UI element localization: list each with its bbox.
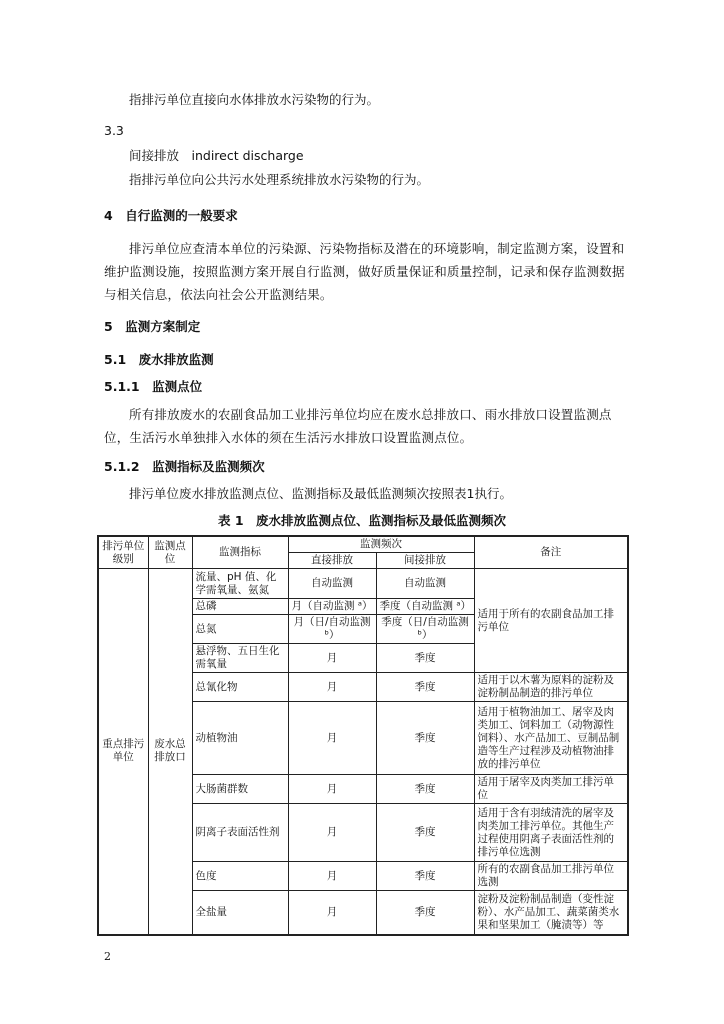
cell-level: 重点排污单位 xyxy=(98,569,148,935)
header-indirect: 间接排放 xyxy=(376,553,474,569)
section-3-3-number: 3.3 xyxy=(104,123,124,138)
cell-direct: 月 xyxy=(288,775,376,804)
cell-point: 废水总排放口 xyxy=(148,569,192,935)
cell-indirect: 自动监测 xyxy=(376,569,474,599)
header-level: 排污单位级别 xyxy=(98,536,148,569)
section-4-heading: 4 自行监测的一般要求 xyxy=(104,208,238,223)
section-5-1-2-heading: 5.1.2 监测指标及监测频次 xyxy=(104,459,265,474)
cell-indirect: 季度 xyxy=(376,775,474,804)
cell-note: 所有的农副食品加工排污单位选测 xyxy=(474,862,628,891)
cell-direct: 月 xyxy=(288,702,376,775)
cell-indirect: 季度（自动监测 ᵃ） xyxy=(376,599,474,615)
definition-direct-discharge: 指排污单位直接向水体排放水污染物的行为。 xyxy=(129,92,380,107)
cell-indirect: 季度 xyxy=(376,673,474,702)
header-note: 备注 xyxy=(474,536,628,569)
table-row xyxy=(98,569,628,599)
header-frequency: 监测频次 xyxy=(288,536,474,553)
cell-indicator: 总磷 xyxy=(192,599,288,615)
cell-indicator: 色度 xyxy=(192,862,288,891)
cell-note: 适用于以木薯为原料的淀粉及淀粉制品制造的排污单位 xyxy=(474,673,628,702)
cell-indirect: 季度 xyxy=(376,644,474,673)
table-title: 表 1 废水排放监测点位、监测指标及最低监测频次 xyxy=(218,513,507,528)
section-5-1-1-paragraph: 所有排放废水的农副食品加工业排污单位均应在废水总排放口、雨水排放口设置监测点位，生活污水单独排入水体的须在生活污水排放口设置监测点位。 xyxy=(104,407,612,445)
cell-note: 适用于植物油加工、屠宰及肉类加工、饲料加工（动物源性饲料）、水产品加工、豆制品制造等生产过程涉及动植物油排放的排污单位 xyxy=(474,702,628,775)
cell-indicator: 动植物油 xyxy=(192,702,288,775)
definition-indirect-discharge: 指排污单位向公共污水处理系统排放水污染物的行为。 xyxy=(129,172,430,187)
cell-indirect: 季度 xyxy=(376,702,474,775)
cell-indirect: 季度 xyxy=(376,804,474,862)
section-4-paragraph: 排污单位应查清本单位的污染源、污染物指标及潜在的环境影响，制定监测方案，设置和维护监测设施，按照监测方案开展自行监测，做好质量保证和质量控制，记录和保存监测数据与相关信息，依法向社会公开监测结果。 xyxy=(104,241,625,302)
header-direct: 直接排放 xyxy=(288,553,376,569)
cell-note: 适用于含有羽绒清洗的屠宰及肉类加工排污单位。其他生产过程使用阴离子表面活性剂的排污单位选测 xyxy=(474,804,628,862)
cell-indirect: 季度（日/自动监测 ᵇ） xyxy=(376,615,474,644)
cell-note: 适用于屠宰及肉类加工排污单位 xyxy=(474,775,628,804)
header-indicator: 监测指标 xyxy=(192,536,288,569)
cell-indicator: 总氰化物 xyxy=(192,673,288,702)
cell-indicator: 全盐量 xyxy=(192,891,288,935)
header-point: 监测点位 xyxy=(148,536,192,569)
cell-direct: 月 xyxy=(288,673,376,702)
cell-indicator: 大肠菌群数 xyxy=(192,775,288,804)
cell-direct: 月 xyxy=(288,862,376,891)
section-5-1-1-heading: 5.1.1 监测点位 xyxy=(104,379,203,394)
section-5-heading: 5 监测方案制定 xyxy=(104,319,201,334)
cell-indirect: 季度 xyxy=(376,891,474,935)
page-number: 2 xyxy=(104,950,111,963)
cell-direct: 月 xyxy=(288,804,376,862)
section-5-1-heading: 5.1 废水排放监测 xyxy=(104,352,214,367)
cell-indicator: 阴离子表面活性剂 xyxy=(192,804,288,862)
cell-direct: 月（自动监测 ᵃ） xyxy=(288,599,376,615)
monitoring-table xyxy=(97,535,629,936)
cell-direct: 月 xyxy=(288,644,376,673)
cell-note: 淀粉及淀粉制品制造（变性淀粉）、水产品加工、蔬菜菌类水果和坚果加工（腌渍等）等 xyxy=(474,891,628,935)
cell-indicator: 流量、pH 值、化学需氧量、氨氮 xyxy=(192,569,288,599)
cell-direct: 自动监测 xyxy=(288,569,376,599)
cell-indirect: 季度 xyxy=(376,862,474,891)
section-5-1-2-paragraph: 排污单位废水排放监测点位、监测指标及最低监测频次按照表1执行。 xyxy=(129,486,512,501)
cell-note: 适用于所有的农副食品加工排污单位 xyxy=(474,569,628,673)
cell-indicator: 悬浮物、五日生化需氧量 xyxy=(192,644,288,673)
cell-indicator: 总氮 xyxy=(192,615,288,644)
term-indirect-discharge: 间接排放 indirect discharge xyxy=(129,148,304,163)
cell-direct: 月 xyxy=(288,891,376,935)
cell-direct: 月（日/自动监测 ᵇ） xyxy=(288,615,376,644)
